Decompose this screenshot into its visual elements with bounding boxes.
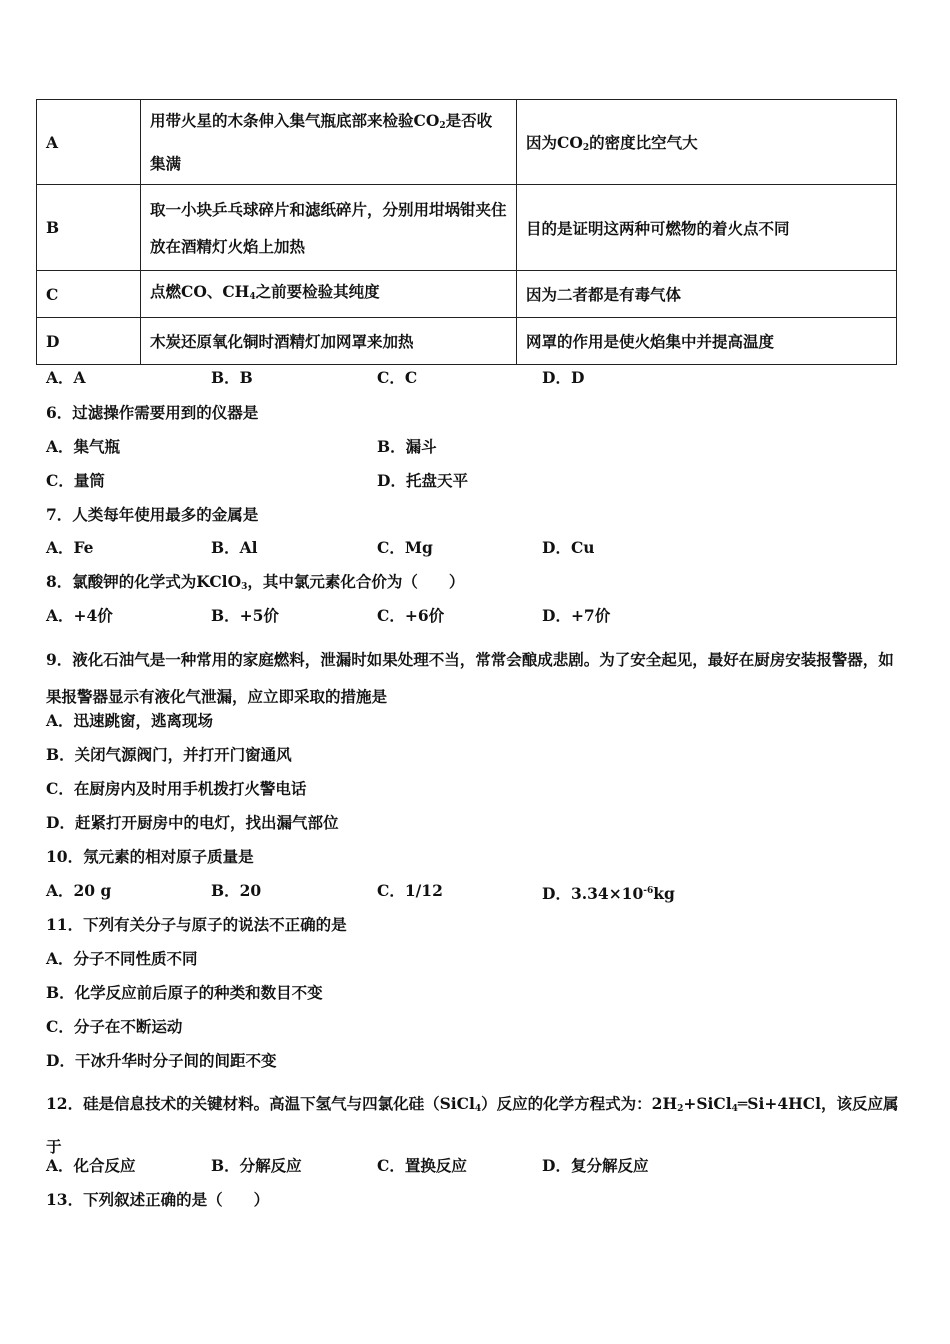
- choice-b[interactable]: B．分解反应: [211, 1156, 302, 1175]
- table-row: [37, 318, 897, 365]
- q6-stem: 6．过滤操作需要用到的仪器是: [46, 403, 259, 422]
- q12-stem: 12．硅是信息技术的关键材料。高温下氢气与四氯化硅（SiCl$_4$）反应的化学方程式为：$2H_2+SiCl_4═Si+4HCl$，该反应属于: [46, 1094, 899, 1156]
- choice-c[interactable]: C．量筒: [46, 471, 105, 490]
- row-label: A: [37, 100, 141, 185]
- choice-d[interactable]: D．托盘天平: [377, 471, 468, 490]
- q13-stem: 13．下列叙述正确的是（ ）: [46, 1190, 270, 1209]
- q11-stem: 11．下列有关分子与原子的说法不正确的是: [46, 915, 347, 934]
- choice-a[interactable]: A．+4价: [46, 606, 113, 625]
- choice-b[interactable]: B．Al: [211, 538, 258, 557]
- reason-cell: 目的是证明这两种可燃物的着火点不同: [517, 185, 897, 271]
- q11-choice-a[interactable]: A．分子不同性质不同: [46, 949, 198, 968]
- operation-cell: 点燃CO、$CH_4$之前要检验其纯度: [141, 271, 517, 318]
- choice-b[interactable]: B．+5价: [211, 606, 279, 625]
- operation-cell: 木炭还原氧化铜时酒精灯加网罩来加热: [141, 318, 517, 365]
- reason-cell: 因为二者都是有毒气体: [517, 271, 897, 318]
- choice-a[interactable]: A．20 g: [46, 881, 112, 900]
- reason-cell: 因为$CO_2$的密度比空气大: [517, 100, 897, 185]
- choice-a[interactable]: A．化合反应: [46, 1156, 136, 1175]
- choice-a[interactable]: A．Fe: [46, 538, 94, 557]
- choice-c[interactable]: C．Mg: [377, 538, 433, 557]
- choice-a[interactable]: A．A: [46, 368, 86, 387]
- choice-b[interactable]: B．B: [211, 368, 253, 387]
- q8-stem: 8．氯酸钾的化学式为KClO$_3$，其中氯元素化合价为（ ）: [46, 572, 465, 592]
- choice-b[interactable]: B．漏斗: [377, 437, 437, 456]
- operation-cell: 用带火星的木条伸入集气瓶底部来检验$CO_2$是否收集满: [141, 100, 517, 185]
- q9-choice-b[interactable]: B．关闭气源阀门，并打开门窗通风: [46, 745, 292, 764]
- choice-b[interactable]: B．20: [211, 881, 262, 900]
- choice-d[interactable]: D．复分解反应: [542, 1156, 649, 1175]
- q11-choice-b[interactable]: B．化学反应前后原子的种类和数目不变: [46, 983, 323, 1002]
- choice-d[interactable]: D．D: [542, 368, 585, 387]
- choice-a[interactable]: A．集气瓶: [46, 437, 121, 456]
- q10-stem: 10．氖元素的相对原子质量是: [46, 847, 254, 866]
- choice-d[interactable]: D．+7价: [542, 606, 611, 625]
- row-label: B: [37, 185, 141, 271]
- choice-c[interactable]: C．1/12: [377, 881, 443, 900]
- choice-d[interactable]: D．$3.34\times 10^{-6}kg$: [542, 884, 675, 903]
- options-table: [36, 99, 897, 365]
- q7-stem: 7．人类每年使用最多的金属是: [46, 505, 259, 524]
- choice-d[interactable]: D．Cu: [542, 538, 595, 557]
- table-row: [37, 271, 897, 318]
- choice-c[interactable]: C．+6价: [377, 606, 445, 625]
- q9-stem: 9．液化石油气是一种常用的家庭燃料，泄漏时如果处理不当，常常会酿成悲剧。为了安全起见，最好在厨房安装报警器，如果报警器显示有液化气泄漏，应立即采取的措施是: [46, 650, 894, 706]
- choice-c[interactable]: C．C: [377, 368, 418, 387]
- row-label: D: [37, 318, 141, 365]
- table-row: [37, 100, 897, 185]
- row-label: C: [37, 271, 141, 318]
- choice-c[interactable]: C．置换反应: [377, 1156, 467, 1175]
- operation-cell: 取一小块乒乓球碎片和滤纸碎片，分别用坩埚钳夹住放在酒精灯火焰上加热: [141, 185, 517, 271]
- q9-choice-d[interactable]: D．赶紧打开厨房中的电灯，找出漏气部位: [46, 813, 339, 832]
- table-row: [37, 185, 897, 271]
- q9-choice-c[interactable]: C．在厨房内及时用手机拨打火警电话: [46, 779, 307, 798]
- q9-choice-a[interactable]: A．迅速跳窗，逃离现场: [46, 711, 214, 730]
- reason-cell: 网罩的作用是使火焰集中并提高温度: [517, 318, 897, 365]
- q11-choice-c[interactable]: C．分子在不断运动: [46, 1017, 183, 1036]
- q11-choice-d[interactable]: D．干冰升华时分子间的间距不变: [46, 1051, 277, 1070]
